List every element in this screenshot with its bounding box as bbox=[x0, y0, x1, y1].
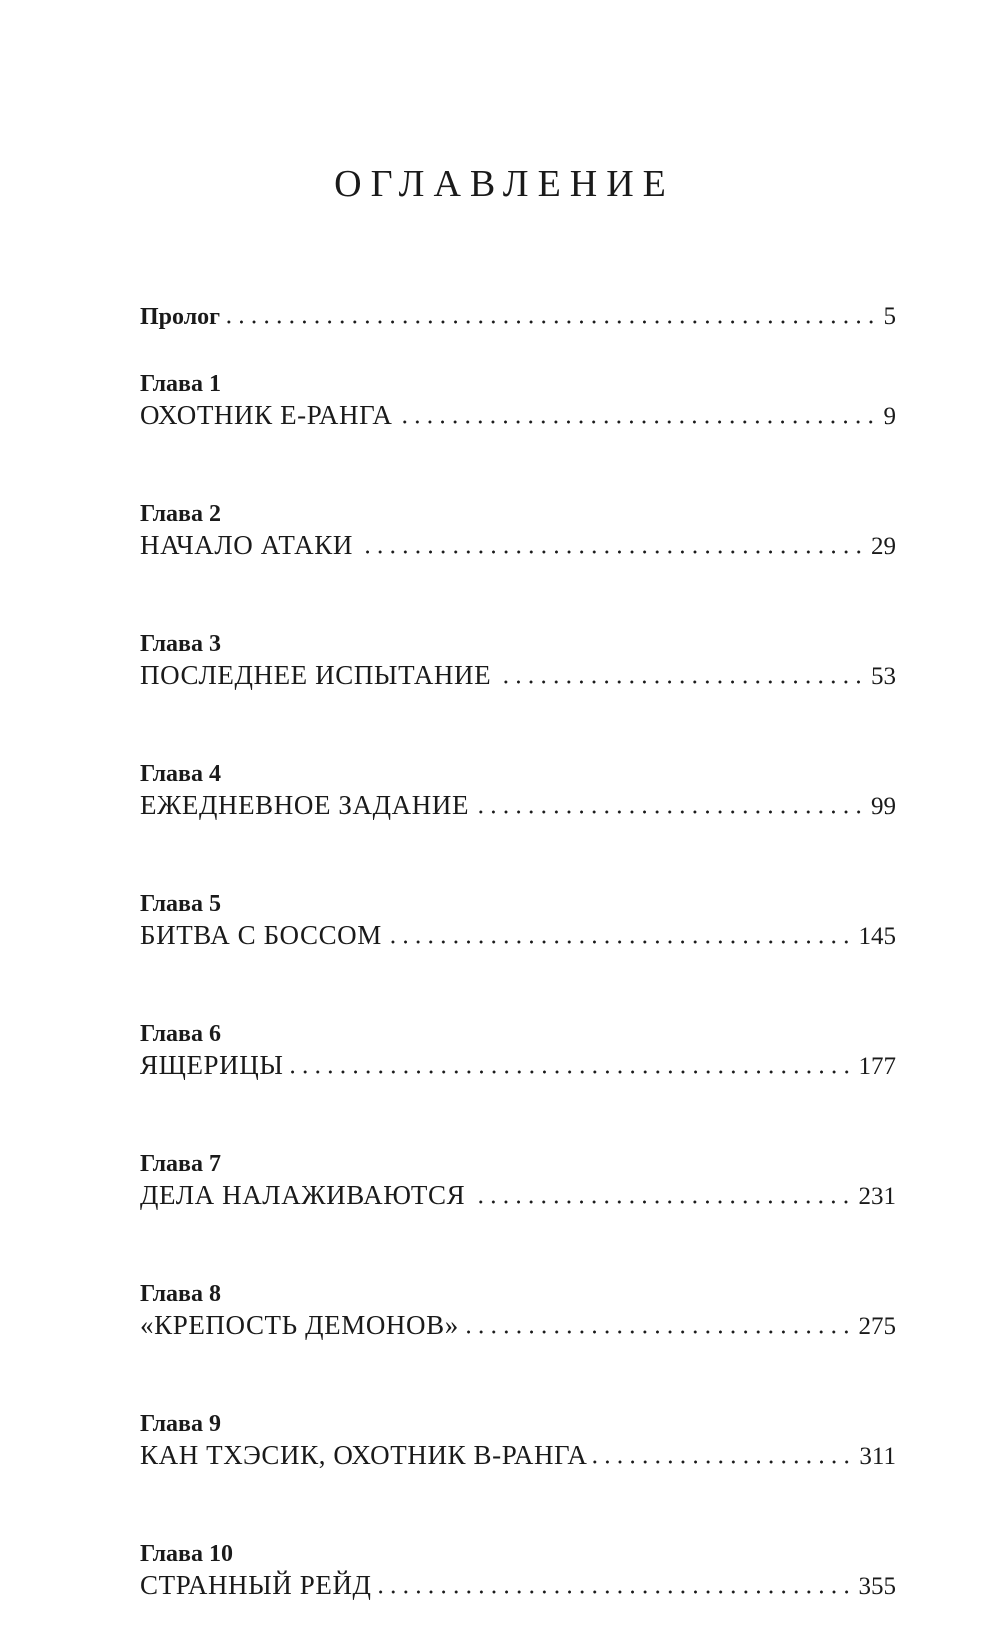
toc-chapter[interactable] bbox=[140, 628, 896, 727]
toc-chapter[interactable] bbox=[140, 1148, 896, 1247]
chapter-label: Глава 7 bbox=[140, 1151, 221, 1177]
toc-chapter[interactable] bbox=[140, 1408, 896, 1507]
page-number: 311 bbox=[859, 1443, 896, 1470]
dot-leader bbox=[378, 1590, 853, 1594]
dot-leader bbox=[593, 1460, 853, 1464]
page-number: 275 bbox=[858, 1313, 896, 1340]
page-number: 5 bbox=[883, 303, 896, 330]
entry-title: ЯЩЕРИЦЫ bbox=[140, 1050, 284, 1080]
entry-title: БИТВА С БОССОМ bbox=[140, 920, 382, 950]
toc-chapter[interactable] bbox=[140, 368, 896, 467]
toc-entry[interactable] bbox=[140, 400, 896, 434]
entry-title: КАН ТХЭСИК, ОХОТНИК В-РАНГА bbox=[140, 1440, 588, 1470]
entry-title: ОХОТНИК Е-РАНГА bbox=[140, 400, 393, 430]
toc-chapter[interactable] bbox=[140, 888, 896, 987]
entry-title: ЕЖЕДНЕВНОЕ ЗАДАНИЕ bbox=[140, 790, 470, 820]
toc-entry[interactable] bbox=[140, 660, 896, 694]
toc-entry[interactable] bbox=[140, 1570, 896, 1604]
toc-entry[interactable] bbox=[140, 920, 896, 954]
toc-chapter[interactable] bbox=[140, 1538, 896, 1637]
table-of-contents bbox=[140, 303, 896, 1637]
toc-chapter[interactable] bbox=[140, 498, 896, 597]
toc-chapter[interactable] bbox=[140, 758, 896, 857]
chapter-label: Глава 10 bbox=[140, 1541, 233, 1567]
dot-leader bbox=[398, 420, 877, 424]
chapter-label: Глава 9 bbox=[140, 1411, 221, 1437]
chapter-label: Глава 8 bbox=[140, 1281, 221, 1307]
chapter-label: Глава 1 bbox=[140, 371, 221, 397]
toc-chapter[interactable] bbox=[140, 1018, 896, 1117]
toc-entry[interactable] bbox=[140, 1050, 896, 1084]
chapter-label: Глава 3 bbox=[140, 631, 221, 657]
page-number: 231 bbox=[858, 1183, 896, 1210]
chapter-label: Глава 5 bbox=[140, 891, 221, 917]
page-number: 29 bbox=[871, 533, 896, 560]
chapter-label: Глава 2 bbox=[140, 501, 221, 527]
chapter-label: Глава 4 bbox=[140, 761, 221, 787]
entry-title: НАЧАЛО АТАКИ bbox=[140, 530, 353, 560]
page-number: 145 bbox=[858, 923, 896, 950]
toc-entry[interactable] bbox=[140, 1180, 896, 1214]
dot-leader bbox=[475, 810, 865, 814]
dot-leader bbox=[465, 1330, 853, 1334]
dot-leader bbox=[290, 1070, 853, 1074]
entry-title: ПОСЛЕДНЕЕ ИСПЫТАНИЕ bbox=[140, 660, 492, 690]
toc-entry[interactable] bbox=[140, 1440, 896, 1474]
toc-entry[interactable] bbox=[140, 790, 896, 824]
dot-leader bbox=[471, 1200, 852, 1204]
entry-title: Пролог bbox=[140, 304, 221, 330]
entry-title: «КРЕПОСТЬ ДЕМОНОВ» bbox=[140, 1310, 459, 1340]
dot-leader bbox=[388, 940, 853, 944]
page-number: 9 bbox=[883, 403, 896, 430]
page-number: 99 bbox=[871, 793, 896, 820]
page-title: ОГЛАВЛЕНИЕ bbox=[334, 163, 675, 205]
toc-entry-prolog[interactable] bbox=[140, 303, 896, 337]
toc-chapter[interactable] bbox=[140, 1278, 896, 1377]
dot-leader bbox=[497, 680, 865, 684]
chapter-label: Глава 6 bbox=[140, 1021, 221, 1047]
entry-title: ДЕЛА НАЛАЖИВАЮТСЯ bbox=[140, 1180, 466, 1210]
page-number: 355 bbox=[858, 1573, 896, 1600]
page-number: 53 bbox=[871, 663, 896, 690]
entry-title: СТРАННЫЙ РЕЙД bbox=[140, 1570, 372, 1600]
page-number: 177 bbox=[858, 1053, 896, 1080]
toc-entry[interactable] bbox=[140, 530, 896, 564]
dot-leader bbox=[226, 320, 877, 324]
toc-entry[interactable] bbox=[140, 1310, 896, 1344]
dot-leader bbox=[359, 550, 865, 554]
